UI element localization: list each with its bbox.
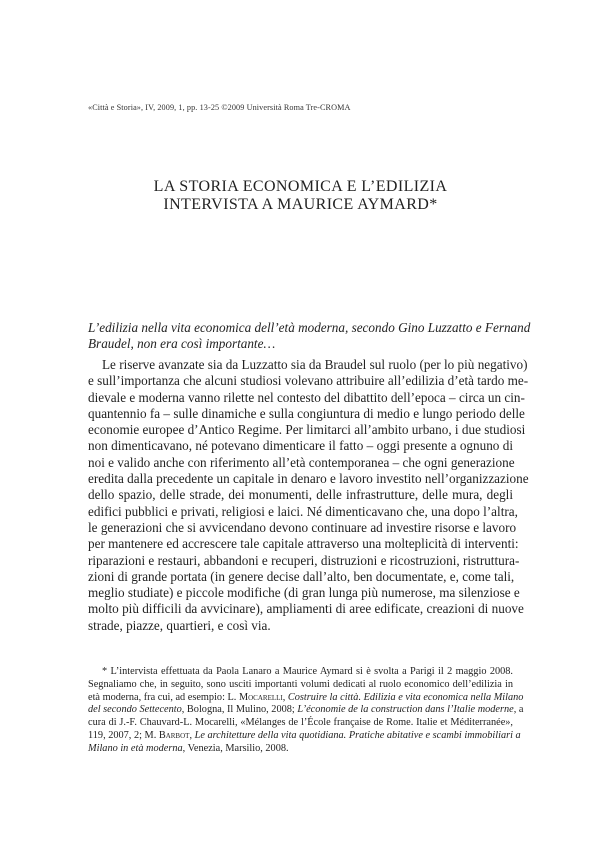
- body-line: dello spazio, delle strade, dei monumenti, delle infrastrutture, delle mura, degli: [88, 487, 513, 503]
- body-line: meglio studiate) e piccole modifiche (di gran lunga più numerose, ma silenziose e: [88, 585, 520, 601]
- interview-question: [88, 320, 531, 353]
- body-line: molto più difficili da avvicinare), ampliamenti di aree edificate, creazioni di nuove: [88, 601, 524, 617]
- footnote-line: * L’intervista effettuata da Paola Lanaro a Maurice Aymard si è svolta a Parigi il 2 maggio 2008.: [102, 666, 513, 677]
- footnote-line: Milano in età moderna, Venezia, Marsilio, 2008.: [88, 742, 289, 754]
- body-line: dievale e moderna vanno rilette nel contesto del dibattito dell’epoca – circa un cin-: [88, 389, 525, 405]
- book-title: Le architetture della vita quotidiana. Pratiche abitative e scambi immobiliari a: [194, 729, 521, 741]
- body-line: noi e valido anche con riferimento all’età contemporanea – che ogni generazione: [88, 454, 515, 470]
- question-line: L’edilizia nella vita economica dell’età moderna, secondo Gino Luzzatto e Fernand: [88, 320, 531, 335]
- body-line: riparazioni e restauri, abbandoni e recuperi, distruzioni e ricostruzioni, ristruttura-: [88, 552, 520, 568]
- body-line: quantennio fa – sulle dinamiche e sulla congiuntura di medio e lungo periodo delle: [88, 405, 525, 421]
- body-line: le generazioni che si avvicendano devono continuare ad investire risorse e lavoro: [88, 519, 517, 535]
- footnote-line: età moderna, fra cui, ad esempio: L. Mocarelli, Costruire la città. Edilizia e vita economica nella Milano: [88, 691, 524, 703]
- body-line: eredita dalla precedente un capitale in denaro e lavoro investito nell’organizzazione: [88, 471, 529, 487]
- body-line: economie europee d’Antico Regime. Per limitarci all’ambito urbano, i due studiosi: [88, 422, 526, 438]
- question-line: Braudel, non era così importante…: [88, 336, 276, 352]
- body-line: Le riserve avanzate sia da Luzzatto sia da Braudel sul ruolo (per lo più negativo): [102, 357, 528, 372]
- book-title: Milano in età moderna: [88, 742, 183, 754]
- answer-paragraph: [88, 357, 529, 634]
- body-line: non dimenticavano, né potevano dimenticare il fatto – oggi presente a ognuno di: [88, 438, 513, 454]
- footnote-line: cura di J.-F. Chauvard-L. Mocarelli, «Mélanges de l’École française de Rome. Italie et Méditerranée»,: [88, 717, 513, 729]
- footnote-line: del secondo Settecento, Bologna, Il Mulino, 2008; L’économie de la construction dans l’Italie moderne, a: [88, 704, 524, 716]
- author-name: Barbot: [158, 729, 190, 741]
- author-name: Mocarelli: [238, 691, 283, 703]
- title-line: LA STORIA ECONOMICA E L’EDILIZIA: [153, 178, 448, 195]
- body-line: edifici pubblici e privati, religiosi e laici. Né dimenticavano che, una dopo l’altra,: [88, 503, 518, 519]
- article-title: [88, 178, 513, 214]
- footnote: [88, 666, 524, 756]
- body-line: strade, piazze, quartieri, e così via.: [88, 617, 271, 633]
- journal-citation: «Città e Storia», IV, 2009, 1, pp. 13-25 ©2009 Università Roma Tre-CROMA: [88, 103, 351, 112]
- body-line: e sull’importanza che alcuni studiosi volevano attribuire all’edilizia d’età tardo me-: [88, 373, 529, 389]
- footnote-line: Segnaliamo che, in seguito, sono usciti importanti volumi dedicati al ruolo economico dell’edilizia in: [88, 678, 513, 690]
- book-title: L’économie de la construction dans l’Italie moderne: [297, 704, 514, 716]
- body-line: zioni di grande portata (in genere decise dall’alto, ben documentate, e, come tali,: [88, 568, 515, 584]
- body-line: per mantenere ed accrescere tale capitale attraverso una molteplicità di interventi:: [88, 536, 519, 552]
- title-line: INTERVISTA A MAURICE AYMARD*: [163, 196, 438, 213]
- book-title: Costruire la città. Edilizia e vita economica nella Milano: [287, 691, 524, 703]
- book-title: del secondo Settecento: [88, 704, 182, 716]
- footnote-line: 119, 2007, 2; M. Barbot, Le architetture della vita quotidiana. Pratiche abitative e scambi immobiliari a: [88, 729, 521, 741]
